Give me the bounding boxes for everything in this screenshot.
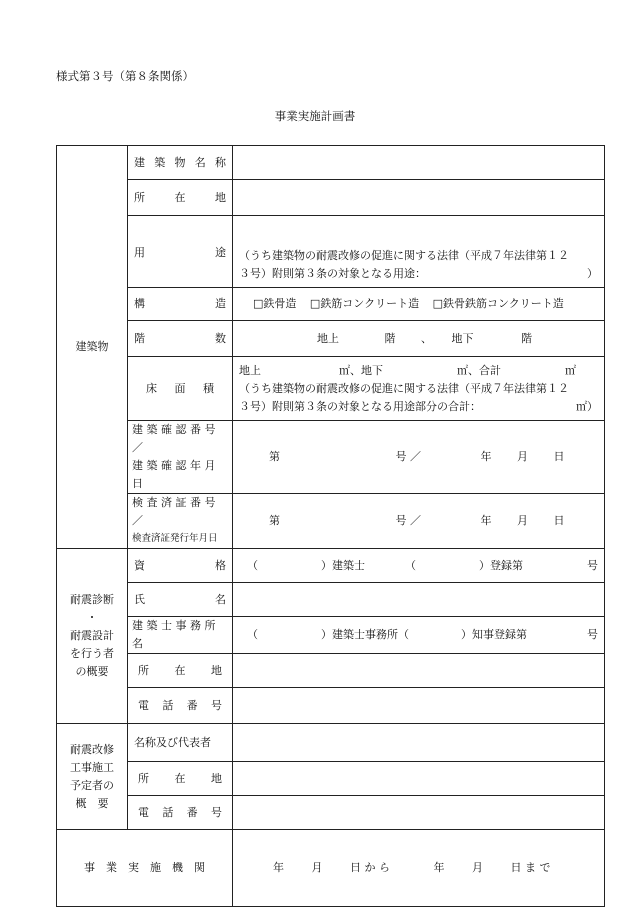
field-qualification[interactable]: （ ）建築士 （ ）登録第 号	[233, 549, 605, 583]
row-diagnosis-location	[57, 654, 605, 688]
label-building-use: 用 途	[128, 216, 233, 288]
row-building-use	[57, 216, 605, 288]
field-floors[interactable]: 地上 階 、 地下 階	[233, 321, 605, 357]
row-inspection-certificate	[57, 494, 605, 549]
label-diagnosis-tel: 電 話 番 号	[128, 688, 233, 724]
field-contractor-rep[interactable]	[233, 724, 605, 762]
row-contractor-tel	[57, 796, 605, 830]
row-office-name	[57, 617, 605, 654]
label-contractor-tel: 電 話 番 号	[128, 796, 233, 830]
label-contractor-rep: 名称及び代表者	[128, 724, 233, 762]
field-building-location[interactable]	[233, 180, 605, 216]
field-contractor-location[interactable]	[233, 762, 605, 796]
field-floor-area[interactable]: 地上 ㎡、地下 ㎡、合計 ㎡ （うち建築物の耐震改修の促進に関する法律（平成７年法律第１２ ３号）附則第３条の対象となる用途部分の合計： ㎡）	[233, 357, 605, 421]
section-diagnosis: 耐震診断 ・ 耐震設計 を行う者 の概要	[57, 549, 128, 724]
checkbox-steel[interactable]: □ 鉄骨造	[253, 297, 296, 310]
use-note-line1: （うち建築物の耐震改修の促進に関する法律（平成７年法律第１２	[239, 249, 569, 262]
field-building-confirmation[interactable]: 第 号 ／ 年 月 日	[233, 421, 605, 494]
plan-form-table	[56, 145, 605, 907]
checkbox-icon	[253, 297, 263, 310]
row-building-name	[57, 146, 605, 180]
field-office-name[interactable]: （ ）建築士事務所（ ）知事登録第 号	[233, 617, 605, 654]
label-inspection-certificate: 検 査 済 証 番 号 ／ 検査済証発行年月日	[128, 494, 233, 549]
section-building: 建築物	[57, 146, 128, 549]
field-diagnosis-tel[interactable]	[233, 688, 605, 724]
label-floors: 階 数	[128, 321, 233, 357]
field-diagnosis-name[interactable]	[233, 583, 605, 617]
label-structure: 構 造	[128, 288, 233, 321]
label-building-location: 所 在 地	[128, 180, 233, 216]
checkbox-src[interactable]: □ 鉄骨鉄筋コンクリート造	[433, 297, 564, 310]
field-contractor-tel[interactable]	[233, 796, 605, 830]
checkbox-icon	[433, 297, 443, 310]
label-contractor-location: 所 在 地	[128, 762, 233, 796]
label-project-period: 事 業 実 施 機 関	[57, 830, 233, 907]
row-diagnosis-tel	[57, 688, 605, 724]
label-office-name: 建 築 士 事 務 所 名	[128, 617, 233, 654]
use-note-line2: ３号）附則第３条の対象となる用途：	[239, 267, 426, 280]
label-floor-area: 床 面 積	[128, 357, 233, 421]
row-project-period	[57, 830, 605, 907]
field-building-name[interactable]	[233, 146, 605, 180]
label-building-name: 建 築 物 名 称	[128, 146, 233, 180]
checkbox-rc[interactable]: □ 鉄筋コンクリート造	[310, 297, 419, 310]
row-building-confirmation	[57, 421, 605, 494]
document-title: 事業実施計画書	[274, 109, 356, 123]
row-qualification	[57, 549, 605, 583]
row-contractor-location	[57, 762, 605, 796]
row-contractor-rep	[57, 724, 605, 762]
row-diagnosis-name	[57, 583, 605, 617]
label-diagnosis-name: 氏 名	[128, 583, 233, 617]
row-floors	[57, 321, 605, 357]
section-contractor: 耐震改修 工事施工 予定者の 概 要	[57, 724, 128, 830]
label-building-confirmation: 建 築 確 認 番 号 ／ 建 築 確 認 年 月 日	[128, 421, 233, 494]
row-building-location	[57, 180, 605, 216]
field-inspection-certificate[interactable]: 第 号 ／ 年 月 日	[233, 494, 605, 549]
field-structure	[233, 288, 605, 321]
form-number: 様式第３号（第８条関係）	[56, 69, 194, 83]
label-qualification: 資 格	[128, 549, 233, 583]
field-diagnosis-location[interactable]	[233, 654, 605, 688]
field-building-use[interactable]: （うち建築物の耐震改修の促進に関する法律（平成７年法律第１２ ３号）附則第３条の対象となる用途： ）	[233, 216, 605, 288]
row-floor-area	[57, 357, 605, 421]
field-project-period[interactable]: 年 月 日 か ら 年 月 日 ま で	[233, 830, 605, 907]
checkbox-icon	[310, 297, 320, 310]
label-diagnosis-location: 所 在 地	[128, 654, 233, 688]
row-structure	[57, 288, 605, 321]
